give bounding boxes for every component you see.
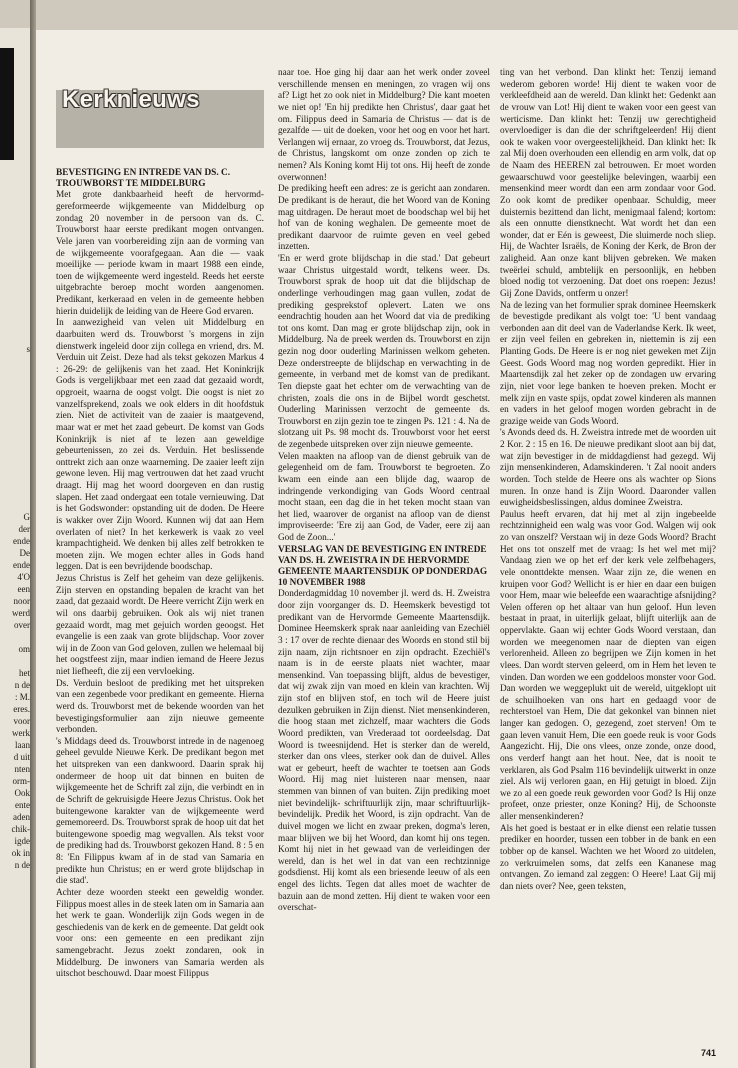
article-1-heading: BEVESTIGING EN INTREDE VAN DS. C. TROUWBORST TE MIDDELBURG	[56, 168, 231, 190]
article-1-continued	[278, 68, 490, 545]
previous-page-fragment: werd	[12, 608, 30, 618]
previous-page-fragment: noor	[13, 596, 30, 606]
paragraph: Jezus Christus is Zelf het geheim van deze gelijkenis. Zijn sterven en opstanding bepalen de kracht van het zaad, dat gezaaid wordt. De Heere verricht Zijn werk en wil ons daarbij gebruiken. Ook als wij niet tranen gezaaid wordt, mag met gejuich worden geoogst. Het evangelie is een zaak van grote blijdschap. Voor zover wij in de Zoon van God geloven, zullen we helemaal bij het oogstfeest zijn, maar indien iemand de Heere Jezus niet liefheeft, die zij een vervloeking.	[56, 574, 264, 678]
previous-page-fragment: werk	[12, 728, 30, 738]
page-number: 741	[700, 1048, 716, 1058]
previous-page-fragment: De	[19, 548, 30, 558]
previous-page-fragment: nten	[14, 764, 30, 774]
article-2-continued	[500, 68, 716, 893]
previous-page-fragment: n de	[14, 680, 30, 690]
column-3	[500, 68, 716, 893]
previous-page-fragment: over	[14, 620, 30, 630]
previous-page-fragment: 4'O	[17, 572, 30, 582]
paragraph: Achter deze woorden steekt een geweldig wonder. Filippus moest alles in de steek laten om in Samaria aan het werk te gaan. Wonderlijk zijn Gods wegen in de geschiedenis van de kerk en de gemeente. Dat geldt ook voor ons: een gemeente en een predikant zijn samengebracht. Jezus zoekt zondaren, ook in Middelburg. De inwoners van Samaria werden als uitschot beschouwd. Daar moest Filippus	[56, 887, 264, 980]
paragraph: In aanwezigheid van velen uit Middelburg en daarbuiten werd ds. Trouwborst 's morgens in zijn dienstwerk ingeleid door zijn collega en vriend, drs. M. Verduin uit Zeist. Deze had als tekst gekozen Markus 4 : 26-29: de gelijkenis van het zaad. Het Koninkrijk Gods is vergelijkbaar met een zaad dat gezaaid wordt, opgroeit, waarna de oogst volgt. Die oogst is niet zo vanzelfsprekend, zoals we ook elders in dit hoofdstuk zien. Niet de activiteit van de zaaier is maatgevend, maar wat er met het zaad gebeurt. De komst van Gods Koninkrijk is niet af te lezen aan geweldige gebeurtenissen, zo zei ds. Verduin. Het beslissende onttrekt zich aan onze waarneming. De zaaier leeft zijn gewone leven. Hij mag vertrouwen dat het zaad vrucht draagt. Hij mag het woord doorgeven en dan rustig slapen. Het zaad ondergaat een totale vernieuwing. Dat is het Godswonder: opstanding uit de doden. De Heere is wakker over Zijn Woord. Kunnen wij dat aan Hem overlaten of niet? In het kerkewerk is vaak zo veel krampachtigheid. We denken bij alles zelf betrokken te moeten zijn. We mogen echter alles in Gods hand leggen. Dat is een bevrijdende boodschap.	[56, 318, 264, 573]
previous-page-fragment: ok in	[11, 848, 30, 858]
paragraph: 's Middags deed ds. Trouwborst intrede in de nagenoeg geheel gevulde Nieuwe Kerk. De predikant begon met het uitspreken van een dankwoord. Daarin sprak hij ondermeer de hoop uit dat binnen en buiten de wijkgemeente het de Schrift zal zijn, die verbindt en in de Schrift de gekruisigde Heere Jezus Christus. Ook het buitengewone karakter van de wijkgemeente werd gememoreerd. Ds. Trouwborst sprak de hoop uit dat het buitengewone spoedig mag wegvallen. Als tekst voor de prediking had ds. Trouwborst gekozen Hand. 8 : 5 en 8: 'En Filippus kwam af in de stad van Samaria en predikte hun Christus; en er werd grote blijdschap in die stad'.	[56, 736, 264, 887]
paragraph: Als het goed is bestaat er in elke dienst een relatie tussen prediker en hoorder, tussen een tobber in de bank en een tobber op de kansel. Wachten we het Woord zo uitdelen, zo verkruimelen soms, dat zelfs een Kananese mag ontvangen. Zo iemand zal zeggen: O Heere! Laat Gij mij dan niets over? Nee, geen teksten,	[500, 823, 716, 892]
paragraph: 's Avonds deed ds. H. Zweistra intrede met de woorden uit 2 Kor. 2 : 15 en 16. De nieuwe predikant sloot aan bij dat, wat zijn bevestiger in de middagdienst had gezegd. Wij zijn mensenkinderen, Adamskinderen. 't Zal nooit anders worden. Toch stelde de Heere ons als wachter op Sions muren. In onze hand is Zijn Woord. Daaronder vallen euwigheidsbeslissingen, aldus dominee Zweistra.	[500, 428, 716, 509]
previous-page-black-bar	[0, 48, 14, 160]
article-2-heading: VERSLAG VAN DE BEVESTIGING EN INTREDE VAN DS. H. ZWEISTRA IN DE HERVORMDE GEMEENTE MAARTENSDIJK OP DONDERDAG 10 NOVEMBER 1988	[278, 544, 488, 589]
section-title: Kerknieuws	[62, 86, 200, 113]
paragraph: Ds. Verduin besloot de prediking met het uitspreken van een zegenbede voor predikant en gemeente. Hierna werd ds. Trouwborst met de bekende woorden van het bevestigingsformulier aan zijn nieuwe gemeente verbonden.	[56, 678, 264, 736]
previous-page-fragment: d uit	[13, 752, 30, 762]
paragraph: naar toe. Hoe ging hij daar aan het werk onder zoveel verschillende mensen en meningen, zo vragen wij ons af? Ligt het zo ook niet in Middelburg? Die kant moeten we niet op! 'En hij predikte hen Christus', daar gaat het om. Filippus deed in Samaria de Christus — dat is de gezalfde — uit de doeken, voor het oog en voor het hart. Verlangen wij ernaar, zo vroeg ds. Trouwborst, dat Jezus, de Christus, langskomt om onze zonden op zich te nemen? Als Koning komt Hij tot ons. Hij heeft de zonde overwonnen!	[278, 68, 490, 183]
paragraph: Donderdagmiddag 10 november jl. werd ds. H. Zweistra door zijn voorganger ds. D. Heemskerk bevestigd tot predikant van de Hervormde Gemeente Maartensdijk. Dominee Heemskerk sprak naar aanleiding van Ezechiël 3 : 17 over de rechte dienaar des Woords en stond stil bij zijn naam, zijn richtsnoer en zijn opdracht. Ezechiël's naam is in de eerste plaats niet wachter, maar mensenkind. Van toepassing blijft, aldus de bevestiger, dat wij zwak zijn van moed en klein van krachten. Wij zijn stof en blijven stof, en toch wil de Heere juist dezulken gebruiken in Zijn dienst. Niet mensenkinderen, die hoog staan met zichzelf, maar wachters die Gods Woord predikten, van Vrederaad tot oordeelsdag. Dat Woord is tweesnijdend. Het is sterker dan de wereld, sterker dan ons vlees, sterker ook dan de duivel. Alles wat er gebeurt, heeft de wachter te toetsen aan Gods Woord. Hij mag niet luisteren naar mensen, naar stemmen van binnen of van buiten. Zijn prediking moet niet bevindelijk- schriftuurlijk zijn, maar schriftuurlijk-bevindelijk. Predik het Woord, is zijn opdracht. Van de duivel mogen we licht en zwaar preken, dogma's leren, maar blijven we bij het Woord, dan komt hij ons tegen. Komt hij niet in het gewaad van de verleidingen der wereld, dan is het wel in dat van een rechtzinnige godsdienst. Hij komt als een briesende leeuw of als een engel des lichts. Tegen dat alles moet de wachter de bazuin aan de mond zetten. Hij dient te waken voor een overschat-	[278, 589, 490, 914]
previous-page-fragment: een	[17, 584, 30, 594]
paragraph: 'En er werd grote blijdschap in die stad.' Dat gebeurt waar Christus uitgestald wordt, telkens weer. Ds. Trouwborst sprak de hoop uit dat die blijdschap de onderlinge verhoudingen mag gaan vullen, zodat de prediking gesprekstof oplevert. Laten we ons eendrachtig houden aan het Woord dat via de prediking tot ons komt. Dan mag er grote blijdschap zijn, ook in Middelburg. Na de preek werden ds. Trouwborst en zijn gezin nog door ouderling Marinissen welkom geheten. Deze onderstreepte de blijdschap en verwachting in de gemeente, in verband met de komst van de predikant. Ten diepste gaat het echter om de verwachting van de christen, zoals die ons in de Bijbel wordt geschetst. Ouderling Marinissen verzocht de gemeente ds. Trouwborst en zijn gezin toe te zingen Ps. 121 : 4. Na de slotzang uit Ps. 98 mocht ds. Trouwborst voor het eerst de zegenbede uitspreken over zijn nieuwe gemeente.	[278, 254, 490, 450]
column-1	[56, 30, 264, 981]
previous-page-fragment: ende	[13, 560, 30, 570]
previous-page-fragment: Ook	[14, 788, 30, 798]
previous-page-fragment: igde	[14, 836, 30, 846]
previous-page-fragment: : M.	[14, 692, 30, 702]
paragraph: Velen maakten na afloop van de dienst gebruik van de gelegenheid om de fam. Trouwborst te begroeten. Zo kwam een einde aan een blijde dag, waarop de indringende verkondiging van Gods Woord centraal mocht staan, een dag die in het teken mocht staan van het lied, waarover de organist na afloop van de dienst improviseerde: 'Ere zij aan God, de Vader, eere zij aan God de Zoon...'	[278, 451, 490, 543]
paragraph: De prediking heeft een adres: ze is gericht aan zondaren. De predikant is de heraut, die het Woord van de Koning mag uitdragen. De heraut moet de boodschap wel bij het hof van de koning weghalen. De gemeente moet de predikant daarvoor de ruimte geven en veel gebed inzetten.	[278, 184, 490, 253]
previous-page-fragment: eres.	[13, 704, 30, 714]
previous-page-fragment: ende	[13, 536, 30, 546]
paragraph: ting van het verbond. Dan klinkt het: Tenzij iemand wederom geboren worde! Hij dient te waken voor de verkleefdheid aan de wereld. Dan klinkt het: Gedenkt aan de vrouw van Lot! Hij dient te waken voor een geest van werticisme. Dan klinkt het: Tenzij uw gerechtigheid overvloediger is dan die der schriftgeleerden! Hij dient ook te waken voor overgeestelijkheid. Dan klinkt het: Ik zal Mij doen overhouden een ellendig en arm volk, dat op de Naam des HEEREN zal betrouwen. Er moet worden gewaarschuwd voor geestelijke belevingen, waarbij een mensenkind meer wordt dan een arm zondaar voor God. Zo ook komt de prediker openbaar. Schuldig, meer duisternis bezittend dan licht, menigmaal falend; kortom: als een onnutte dienstknecht. Wat wordt het dan een wonder, dat er Eén is geweest, Die sluimerde noch sliep. Hij, de Wachter Israëls, de Koning der Kerk, de Bron der zaligheid. Aan onze kant blijven gebreken. We maken tweërlei schuld, ambtelijk en persoonlijk, en hebben bloed nodig tot verzoening. Dat doet ons roepen: Jezus! Gij Zone Davids, ontferm u onzer!	[500, 68, 716, 299]
previous-page-fragment: chik-	[11, 824, 30, 834]
previous-page-fragment: voor	[13, 716, 30, 726]
previous-page-fragment: aden	[13, 812, 30, 822]
previous-page-fragment: laan	[15, 740, 30, 750]
section-header	[56, 86, 264, 148]
previous-page-fragment: om	[18, 644, 30, 654]
magazine-page	[36, 30, 738, 1068]
previous-page-fragment: orm-	[12, 776, 30, 786]
column-2	[278, 68, 490, 915]
article-1-body	[56, 190, 264, 981]
previous-page-fragment: s	[26, 344, 30, 354]
previous-page-fragment: n de	[14, 860, 30, 870]
previous-page-strip	[0, 28, 30, 1068]
paragraph: Na de lezing van het formulier sprak dominee Heemskerk de bevestigde predikant als volgt toe: 'U bent vandaag verbonden aan dit deel van de Vaderlandse Kerk. Ik weet, er zijn veel feilen en gebreken in, niettemin is zij een Planting Gods. De Heere is er nog niet geweken met Zijn Geest. Gods Woord mag nog worden gepredikt. Hier in Maartensdijk zal het zeker op de zondagen uw ervaring zijn, niet voor lege banken te hoeven preken. Mocht er melk zijn en vaste spijs, opdat zowel kinderen als mannen en vaders in het geloof mogen worden gebracht in de grazige weide van Gods Woord.	[500, 300, 716, 427]
previous-page-fragment: G	[23, 512, 30, 522]
paragraph: Paulus heeft ervaren, dat hij met al zijn ingebeelde rechtzinnigheid een walg was voor God. Walgen wij ook zo van onszelf? Verstaan wij in deze Gods Woord? Bracht Het ons tot onszelf met de vraag: Is het wel met mij? Vandaag zien we op het erf der kerk vele zelfbehagers, vele ononttdekte mensen. Waar zijn ze, die wenen en kruipen voor God? Wellicht is er hier en daar een buigen voor Hem, maar wie beleefde een waarachtige afsnijding? Velen offeren op het altaar van hun geloof. Hun leven bestaat in praat, in uiterlijk gelaat, blijft uiterlijk aan de oppervlakte. Gaan wij echter Gods Woord verstaan, dan worden we meegenomen naar de diepten van eigen verlorenheid. Alleen zo begrijpen we Zijn komen in het vlees. Dan wordt sterven geleerd, om in Hem het leven te vinden. Dan worden we een goddeloos monster voor God. Dan worden we weggeplukt uit de wereld, uitgeklopt uit de schuilhoeken van ons hart en gedaagd voor de rechterstoel van Hem, Die dat gekonkel van binnen niet langer kan gedogen. O, gezegend, zoet sterven! Om te gaan leven vanuit Hem, Die een goede reuk is voor Gods Aangezicht. Hij, Die ons vlees, onze zonde, onze dood, ons verderf hangt aan het hout. Nee, dat is nooit te verklaren, als God Psalm 116 bevindelijk uitwerkt in onze ziel. Als wij verloren gaan, en Hij getuigt in bloed. Zijn we zo al een goede reuk geworden voor God? Is Hij onze profeet, onze priester, onze Koning? Hij, de Schoonste aller mensenkinderen?	[500, 509, 716, 822]
previous-page-fragment: der	[18, 524, 30, 534]
previous-page-fragment: ente	[15, 800, 30, 810]
paragraph: Met grote dankbaarheid heeft de hervormd-gereformeerde wijkgemeente van Middelburg op zondag 20 november in de persoon van ds. C. Trouwborst haar eerste predikant mogen ontvangen. Vele jaren van voorbereiding zijn aan de vorming van de wijkgemeente voorafgegaan. Aan die — vaak moeilijke — periode kwam in maart 1988 een einde, toen de wijkgemeente werd ingesteld. Reeds het eerste uitgebrachte beroep mocht worden aangenomen. Predikant, kerkeraad en velen in de gemeente hebben hierin duidelijk de leiding van de Heere God ervaren.	[56, 190, 264, 317]
previous-page-fragment: het	[19, 668, 30, 678]
article-2-body	[278, 589, 490, 915]
